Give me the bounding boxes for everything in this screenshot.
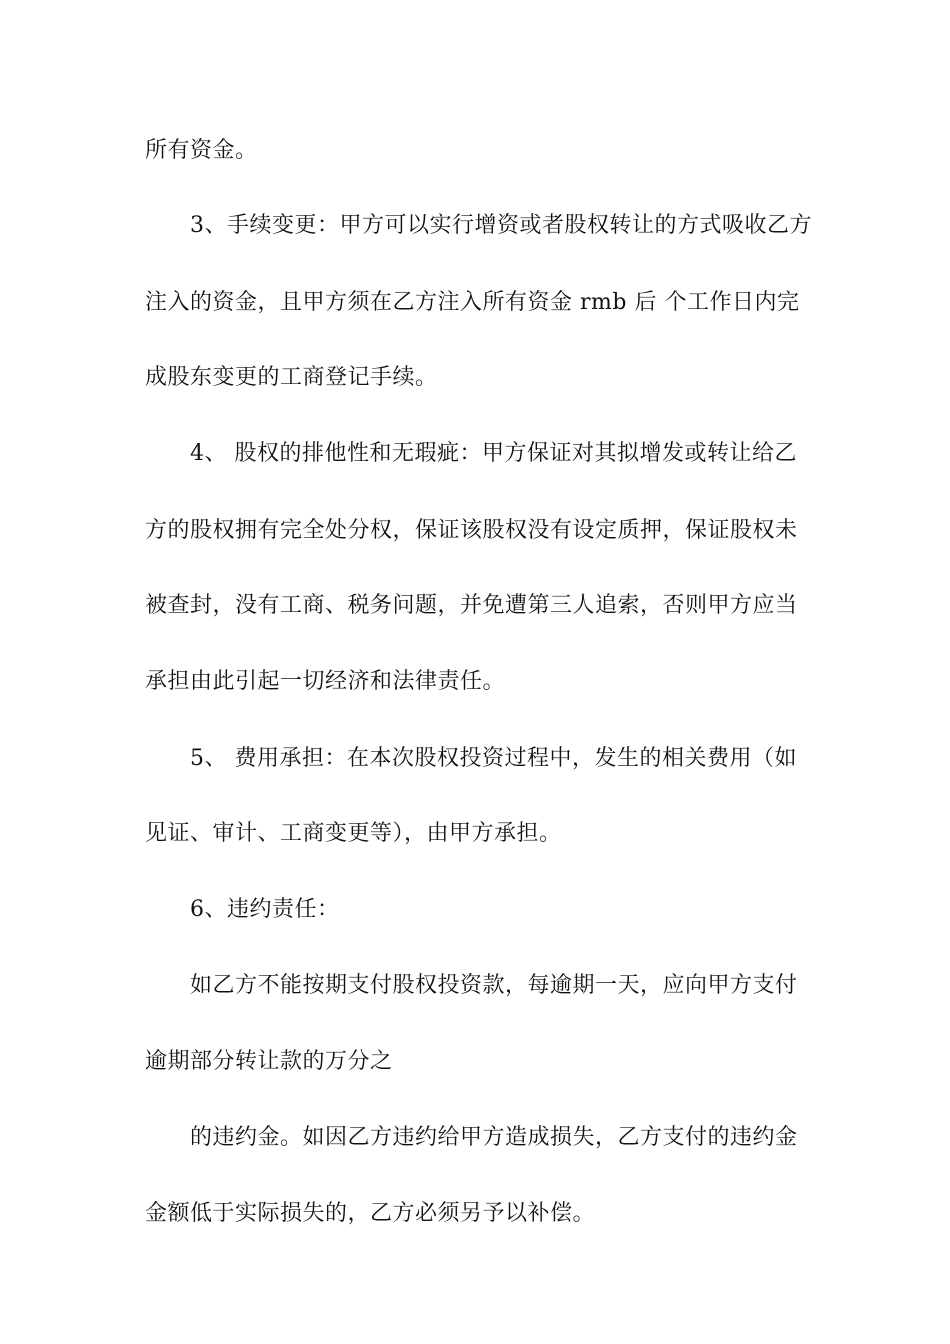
text-line: 承担由此引起一切经济和法律责任。 [145,669,506,694]
text-line: 方的股权拥有完全处分权，保证该股权没有设定质押，保证股权未 [145,518,798,543]
text-line: 见证、审计、工商变更等），由甲方承担。 [145,821,562,846]
text-line: 注入的资金，且甲方须在乙方注入所有资金 rmb 后 个工作日内完 [145,290,800,315]
clause-6-heading-line: 6、违约责任： [190,897,340,922]
text-line: 金额低于实际损失的，乙方必须另予以补偿。 [145,1201,596,1226]
text-line: 如乙方不能按期支付股权投资款，每逾期一天，应向甲方支付 [190,973,798,998]
clause-4-heading-line: 4、 股权的排他性和无瑕疵：甲方保证对其拟增发或转让给乙 [190,441,797,466]
text-line: 的违约金。如因乙方违约给甲方造成损失，乙方支付的违约金 [190,1125,798,1150]
text-line: 逾期部分转让款的万分之 [145,1049,393,1074]
clause-3-heading-line: 3、手续变更：甲方可以实行增资或者股权转让的方式吸收乙方 [190,213,812,238]
text-line: 成股东变更的工商登记手续。 [145,365,438,390]
text-line: 所有资金。 [145,138,258,163]
clause-5-heading-line: 5、 费用承担：在本次股权投资过程中，发生的相关费用（如 [190,746,797,771]
text-line: 被查封，没有工商、税务问题，并免遭第三人追索，否则甲方应当 [145,593,798,618]
